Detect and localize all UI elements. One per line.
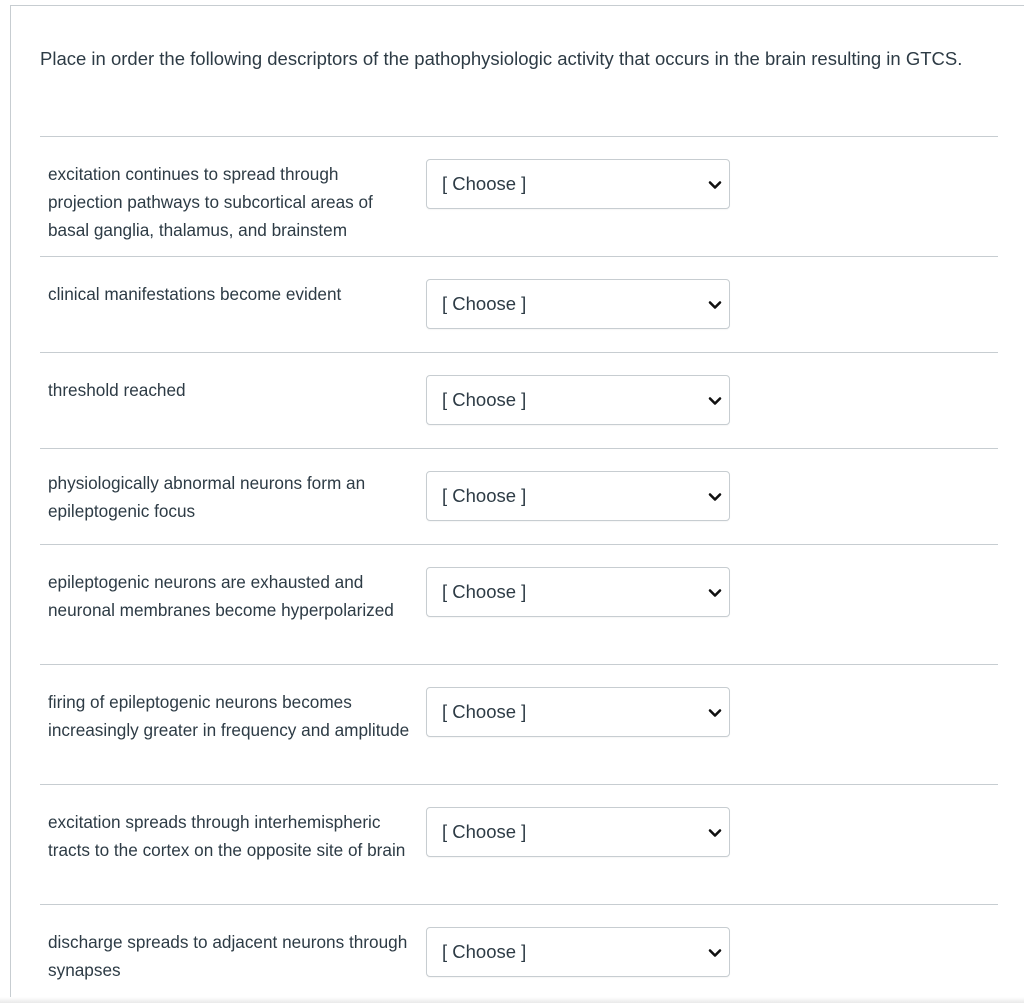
chevron-down-icon: [708, 826, 722, 840]
answer-row: [40, 904, 998, 1002]
chevron-down-icon: [708, 298, 722, 312]
question-text: Place in order the following descriptors of the pathophysiologic activity that occurs in the brain resulting in GTCS.: [40, 48, 963, 69]
dropdown-selected-value: [ Choose ]: [442, 941, 527, 962]
order-dropdown[interactable]: [426, 807, 730, 857]
order-dropdown[interactable]: [426, 375, 730, 425]
answer-label: clinical manifestations become evident: [48, 284, 342, 304]
order-dropdown[interactable]: [426, 471, 730, 521]
order-dropdown[interactable]: [426, 927, 730, 977]
answer-row: [40, 544, 998, 664]
answer-row: [40, 352, 998, 448]
order-dropdown[interactable]: [426, 159, 730, 209]
dropdown-selected-value: [ Choose ]: [442, 389, 527, 410]
chevron-down-icon: [708, 394, 722, 408]
order-dropdown[interactable]: [426, 279, 730, 329]
dropdown-selected-value: [ Choose ]: [442, 173, 527, 194]
chevron-down-icon: [708, 490, 722, 504]
dropdown-selected-value: [ Choose ]: [442, 821, 527, 842]
chevron-down-icon: [708, 178, 722, 192]
answer-row: [40, 256, 998, 352]
answer-row: [40, 448, 998, 544]
dropdown-selected-value: [ Choose ]: [442, 485, 527, 506]
answer-label: discharge spreads to adjacent neurons through synapses: [48, 932, 408, 980]
answer-label: physiologically abnormal neurons form an epileptogenic focus: [48, 473, 366, 521]
answer-label: firing of epileptogenic neurons becomes increasingly greater in frequency and amplitude: [48, 692, 410, 740]
dropdown-selected-value: [ Choose ]: [442, 581, 527, 602]
answer-label: excitation continues to spread through projection pathways to subcortical areas of basal ganglia, thalamus, and brainstem: [48, 164, 373, 240]
left-divider: [10, 5, 11, 1003]
bottom-shadow: [0, 997, 1024, 1003]
top-divider: [10, 5, 1024, 6]
answer-label: threshold reached: [48, 380, 186, 400]
answer-label: excitation spreads through interhemispheric tracts to the cortex on the opposite site of brain: [48, 812, 406, 860]
dropdown-selected-value: [ Choose ]: [442, 701, 527, 722]
answer-row: [40, 784, 998, 904]
dropdown-selected-value: [ Choose ]: [442, 293, 527, 314]
order-dropdown[interactable]: [426, 687, 730, 737]
answer-row: [40, 664, 998, 784]
order-dropdown[interactable]: [426, 567, 730, 617]
answer-label: epileptogenic neurons are exhausted and neuronal membranes become hyperpolarized: [48, 572, 394, 620]
answer-row: [40, 136, 998, 256]
chevron-down-icon: [708, 946, 722, 960]
answer-list: [40, 136, 998, 1002]
chevron-down-icon: [708, 706, 722, 720]
chevron-down-icon: [708, 586, 722, 600]
